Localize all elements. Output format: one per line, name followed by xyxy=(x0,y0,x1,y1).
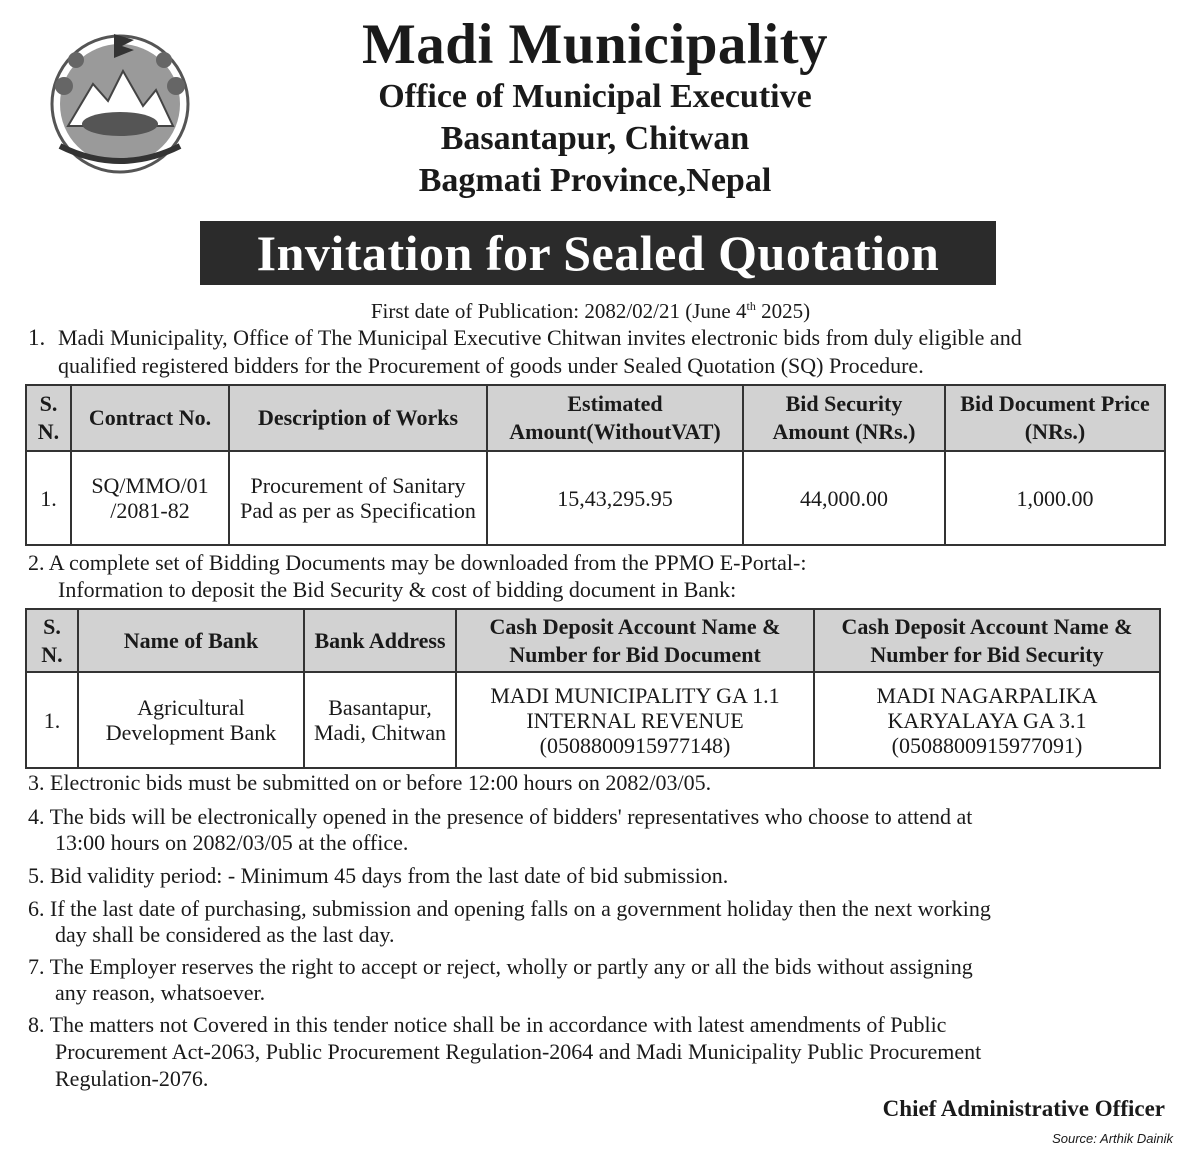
notice-banner: Invitation for Sealed Quotation xyxy=(200,221,996,285)
item-6-line2: day shall be considered as the last day. xyxy=(55,922,395,947)
item-1-line1: Madi Municipality, Office of The Municipal Executive Chitwan invites electronic bids from duly eligible and xyxy=(58,325,1022,350)
item-1-number: 1. xyxy=(28,325,46,350)
item-4-line1: 4. The bids will be electronically opened in the presence of bidders' representatives who choose to attend at xyxy=(28,804,973,829)
cell-contract-no: SQ/MMO/01 /2081-82 xyxy=(71,451,229,545)
source-credit: Source: Arthik Dainik xyxy=(1052,1131,1173,1146)
item-8-line3: Regulation-2076. xyxy=(55,1066,209,1091)
item-2-line1: 2. A complete set of Bidding Documents may be downloaded from the PPMO E-Portal-: xyxy=(28,550,807,575)
header-bank-name: Name of Bank xyxy=(78,609,304,672)
item-8-line2: Procurement Act-2063, Public Procurement Regulation-2064 and Madi Municipality Public Procurement xyxy=(55,1039,982,1064)
cell-bid-document-account: MADI MUNICIPALITY GA 1.1 INTERNAL REVENUE (0508800915977148) xyxy=(456,672,814,768)
cell-bid-security-account: MADI NAGARPALIKA KARYALAYA GA 3.1 (0508800915977091) xyxy=(814,672,1160,768)
item-4-line2: 13:00 hours on 2082/03/05 at the office. xyxy=(55,830,409,855)
municipality-title: Madi Municipality xyxy=(361,13,829,76)
item-1-line2: qualified registered bidders for the Procurement of goods under Sealed Quotation (SQ) Procedure. xyxy=(58,353,924,378)
cell-bank-address: Basantapur, Madi, Chitwan xyxy=(304,672,456,768)
header-document-price: Bid Document Price (NRs.) xyxy=(945,385,1165,451)
header-bid-security-account: Cash Deposit Account Name & Number for Bid Security xyxy=(814,609,1160,672)
cell-document-price: 1,000.00 xyxy=(945,451,1165,545)
cell-description: Procurement of Sanitary Pad as per as Specification xyxy=(229,451,487,545)
header-contract-no: Contract No. xyxy=(71,385,229,451)
nepal-emblem-icon xyxy=(38,26,202,176)
cell-bid-security: 44,000.00 xyxy=(743,451,945,545)
contract-table-header xyxy=(26,385,1165,451)
header-bank-address: Bank Address xyxy=(304,609,456,672)
item-8-line1: 8. The matters not Covered in this tender notice shall be in accordance with latest amendments of Public xyxy=(28,1012,947,1037)
office-address: Basantapur, Chitwan xyxy=(440,120,750,157)
table-row xyxy=(26,672,1160,768)
office-name: Office of Municipal Executive xyxy=(378,78,812,115)
contract-table xyxy=(25,384,1166,546)
cell-bank-name: Agricultural Development Bank xyxy=(78,672,304,768)
item-7-line2: any reason, whatsoever. xyxy=(55,980,266,1005)
signatory-title: Chief Administrative Officer xyxy=(882,1096,1165,1121)
cell-sn: 1. xyxy=(26,451,71,545)
publication-date-suffix: 2025) xyxy=(755,299,811,323)
header-sn: S. N. xyxy=(26,609,78,672)
cell-estimated-amount: 15,43,295.95 xyxy=(487,451,743,545)
publication-date-prefix: First date of Publication: 2082/02/21 (June 4 xyxy=(370,299,747,323)
bank-table xyxy=(25,608,1161,769)
header-estimated-amount: Estimated Amount(WithoutVAT) xyxy=(487,385,743,451)
publication-date-sup: th xyxy=(746,299,756,313)
header-sn: S. N. xyxy=(26,385,71,451)
cell-sn: 1. xyxy=(26,672,78,768)
item-7-line1: 7. The Employer reserves the right to accept or reject, wholly or partly any or all the bids without assigning xyxy=(28,954,973,979)
item-6-line1: 6. If the last date of purchasing, submission and opening falls on a government holiday then the next working xyxy=(28,896,991,921)
bank-table-header xyxy=(26,609,1160,672)
header-bid-security: Bid Security Amount (NRs.) xyxy=(743,385,945,451)
publication-date xyxy=(0,299,1181,324)
item-2-line2: Information to deposit the Bid Security & cost of bidding document in Bank: xyxy=(58,577,737,602)
header-bid-document-account: Cash Deposit Account Name & Number for Bid Document xyxy=(456,609,814,672)
province-country: Bagmati Province,Nepal xyxy=(418,162,772,199)
table-row xyxy=(26,451,1165,545)
item-3: 3. Electronic bids must be submitted on or before 12:00 hours on 2082/03/05. xyxy=(28,770,712,795)
header-description: Description of Works xyxy=(229,385,487,451)
item-5: 5. Bid validity period: - Minimum 45 days from the last date of bid submission. xyxy=(28,863,729,888)
